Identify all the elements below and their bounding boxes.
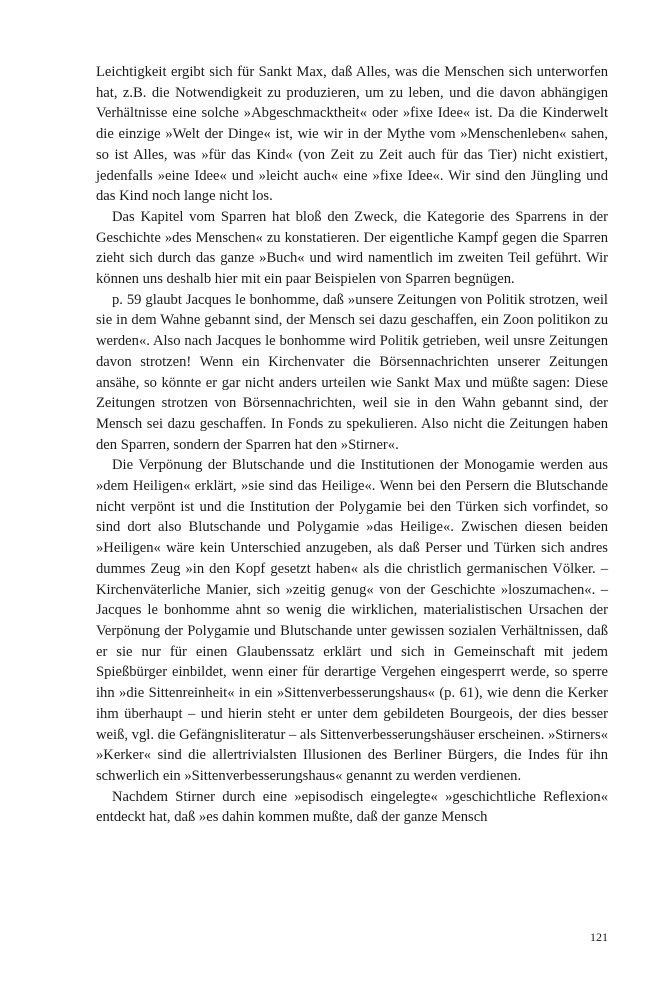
paragraph-2: Das Kapitel vom Sparren hat bloß den Zweck, die Kategorie des Sparrens in der Geschichte »des Menschen« zu konstatieren. Der eigentliche Kampf gegen die Sparren zieht sich durch das ganze »Buch« und wird namentlich im zweiten Teil geführt. Wir können uns deshalb hier mit ein paar Beispielen von Sparren begnügen. — [96, 208, 608, 288]
page-body — [96, 62, 608, 828]
page-number: 121 — [590, 930, 608, 944]
paragraph-4: Die Verpönung der Blutschande und die Institutionen der Monogamie werden aus »dem Heiligen« erklärt, »sie sind das Heilige«. Wenn bei den Persern die Blutschande nicht verpönt ist und die Institution der Polygamie bei den Türken sich vorfindet, so sind dort also Blutschande und Polygamie »das Heilige«. Zwischen diesen beiden »Heiligen« wäre kein Unterschied anzugeben, als daß Perser und Türken sich andres dummes Zeug »in den Kopf gesetzt haben« als die christlich germanischen Völker. – Kirchenväterliche Manier, sich »zeitig genug« von der Geschichte »loszumachen«. – Jacques le bonhomme ahnt so wenig die wirklichen, materialistischen Ursachen der Verpönung der Polygamie und Blutschande unter gewissen sozialen Verhältnissen, daß er sie nur für einen Glaubenssatz erklärt und sich in Gemeinschaft mit jedem Spießbürger einbildet, wenn einer für derartige Vergehen eingesperrt werde, so sperre ihn »die Sittenreinheit« in ein »Sittenverbesserungshaus« (p. 61), wie denn die Kerker ihm überhaupt – und hierin steht er unter dem gebildeten Bourgeois, der dies besser weiß, vgl. die Gefängnisliteratur – als Sittenverbesserungshäuser erscheinen. »Stirners« »Kerker« sind die allertrivialsten Illusionen des Berliner Bürgers, die Indes für ihn schwerlich ein »Sittenverbesserungshaus« genannt zu werden verdienen. — [96, 457, 608, 784]
paragraph-1: Leichtigkeit ergibt sich für Sankt Max, daß Alles, was die Menschen sich unterworfen hat, z.B. die Notwendigkeit zu produzieren, um zu leben, und die davon abhängigen Verhältnisse eine solche »Abgeschmacktheit« oder »fixe Idee« ist. Da die Kinderwelt die einzige »Welt der Dinge« ist, wie wir in der Mythe vom »Menschenleben« sahen, so ist Alles, was »für das Kind« (von Zeit zu Zeit auch für das Tier) nicht existiert, jedenfalls »eine Idee« und »leicht auch« eine »fixe Idee«. Wir sind den Jüngling und das Kind noch lange nicht los. — [96, 64, 608, 205]
paragraph-3: p. 59 glaubt Jacques le bonhomme, daß »unsere Zeitungen von Politik strotzen, weil sie in dem Wahne gebannt sind, der Mensch sei dazu geschaffen, ein Zoon politikon zu werden«. Also nach Jacques le bonhomme wird Politik getrieben, weil unsre Zeitungen davon strotzen! Wenn ein Kirchenvater die Börsennachrichten unserer Zeitungen ansähe, so könnte er gar nicht anders urteilen wie Sankt Max und müßte sagen: Diese Zeitungen strotzen von Börsennachrichten, weil sie in den Wahn gebannt sind, der Mensch sei dazu geschaffen. In Fonds zu spekulieren. Also nicht die Zeitungen haben den Sparren, sondern der Sparren hat den »Stirner«. — [96, 291, 608, 453]
paragraph-5: Nachdem Stirner durch eine »episodisch eingelegte« »geschichtliche Reflexion« entdeckt hat, daß »es dahin kommen mußte, daß der ganze Mensch — [96, 788, 608, 826]
